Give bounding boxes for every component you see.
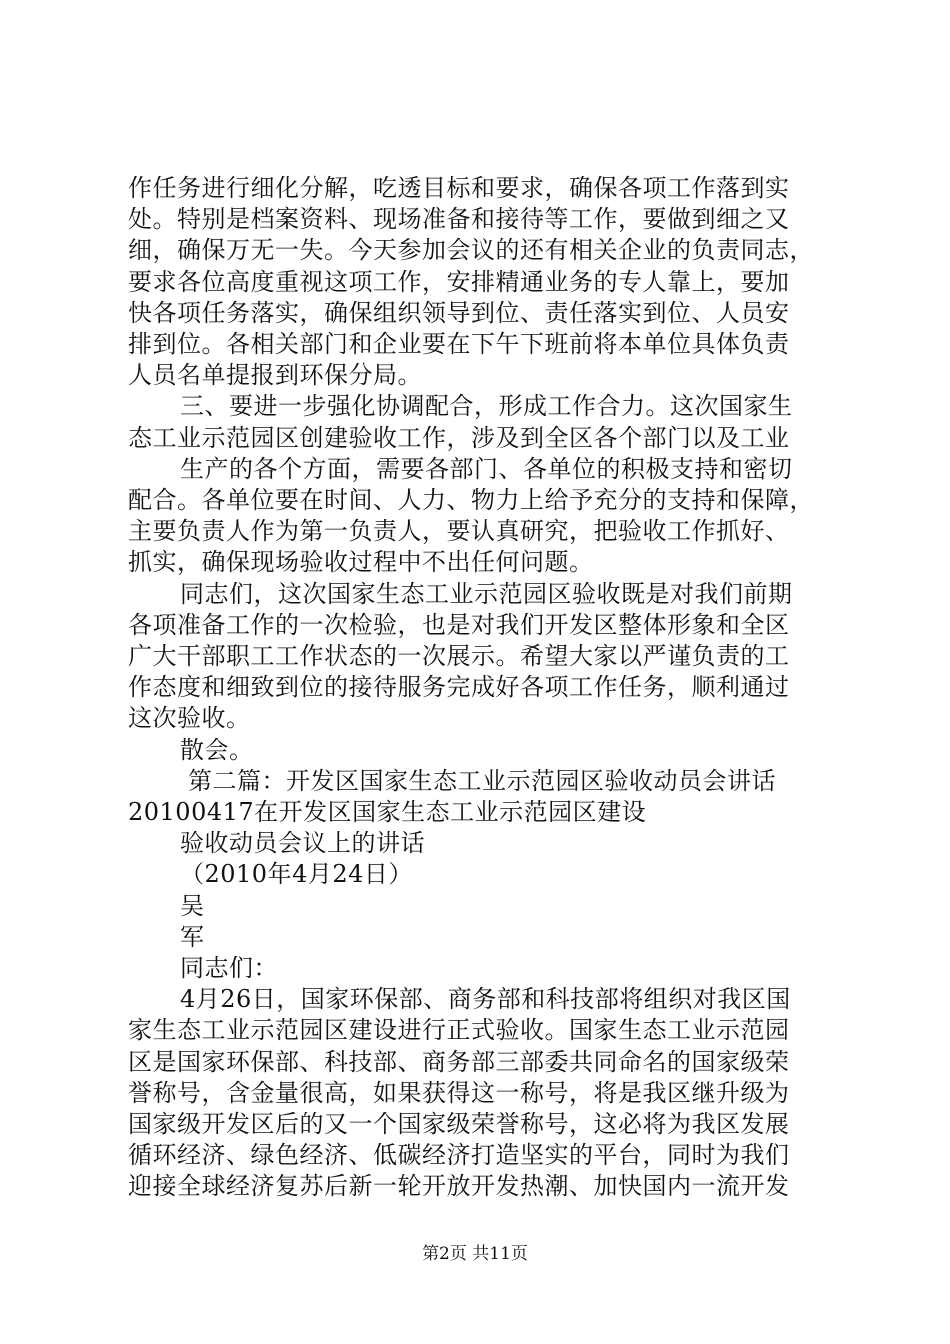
body-line: 三、要进一步强化协调配合，形成工作合力。这次国家生: [180, 392, 793, 421]
body-line: 作任务进行细化分解，吃透目标和要求，确保各项工作落到实: [128, 174, 790, 202]
body-line: 迎接全球经济复苏后新一轮开放开发热潮、加快国内一流开发: [128, 1172, 790, 1201]
body-line: 快各项任务落实，确保组织领导到位、责任落实到位、人员安: [128, 298, 790, 327]
section-heading: 20100417在开发区国家生态工业示范园区建设: [128, 798, 647, 826]
body-line: 配合。各单位要在时间、人力、物力上给予充分的支持和保障，: [128, 486, 814, 514]
body-line: 主要负责人作为第一负责人，要认真研究，把验收工作抓好、: [128, 517, 790, 546]
salutation: 同志们：: [180, 954, 278, 982]
body-line: 态工业示范园区创建验收工作，涉及到全区各个部门以及工业: [128, 423, 790, 452]
section-heading: 第二篇：开发区国家生态工业示范园区验收动员会讲话: [188, 766, 776, 795]
body-line: 各项准备工作的一次检验，也是对我们开发区整体形象和全区: [128, 610, 790, 639]
body-line: 作态度和细致到位的接待服务完成好各项工作任务，顺利通过: [128, 673, 790, 702]
page-footer: 第2页 共11页: [422, 1244, 528, 1264]
body-line: 生产的各个方面，需要各部门、各单位的积极支持和密切: [180, 454, 793, 483]
speaker-name: 军: [180, 922, 205, 951]
speaker-name: 吴: [180, 891, 205, 920]
body-line: 区是国家环保部、科技部、商务部三部委共同命名的国家级荣: [128, 1047, 790, 1076]
body-line: 要求各位高度重视这项工作，安排精通业务的专人靠上，要加: [128, 267, 790, 296]
body-line: 这次验收。: [128, 704, 251, 733]
body-line: 细，确保万无一失。今天参加会议的还有相关企业的负责同志，: [128, 236, 814, 265]
body-line: 人员名单提报到环保分局。: [128, 361, 422, 390]
speech-title: 验收动员会议上的讲话: [180, 829, 425, 858]
body-line: 散会。: [180, 735, 254, 764]
body-line: 4月26日，国家环保部、商务部和科技部将组织对我区国: [180, 985, 791, 1014]
body-line: 处。特别是档案资料、现场准备和接待等工作，要做到细之又: [128, 205, 790, 234]
body-line: 抓实，确保现场验收过程中不出任何问题。: [128, 548, 594, 577]
body-line: 排到位。各相关部门和企业要在下午下班前将本单位具体负责: [128, 330, 790, 358]
body-line: 广大干部职工工作状态的一次展示。希望大家以严谨负责的工: [128, 642, 790, 670]
body-line: 国家级开发区后的又一个国家级荣誉称号，这必将为我区发展: [128, 1110, 790, 1138]
body-line: 循环经济、绿色经济、低碳经济打造坚实的平台，同时为我们: [128, 1141, 790, 1170]
body-line: 同志们，这次国家生态工业示范园区验收既是对我们前期: [180, 579, 793, 608]
speech-date: （2010年4月24日）: [180, 860, 413, 889]
body-line: 誉称号，含金量很高，如果获得这一称号，将是我区继升级为: [128, 1078, 790, 1107]
body-line: 家生态工业示范园区建设进行正式验收。国家生态工业示范园: [128, 1016, 790, 1045]
